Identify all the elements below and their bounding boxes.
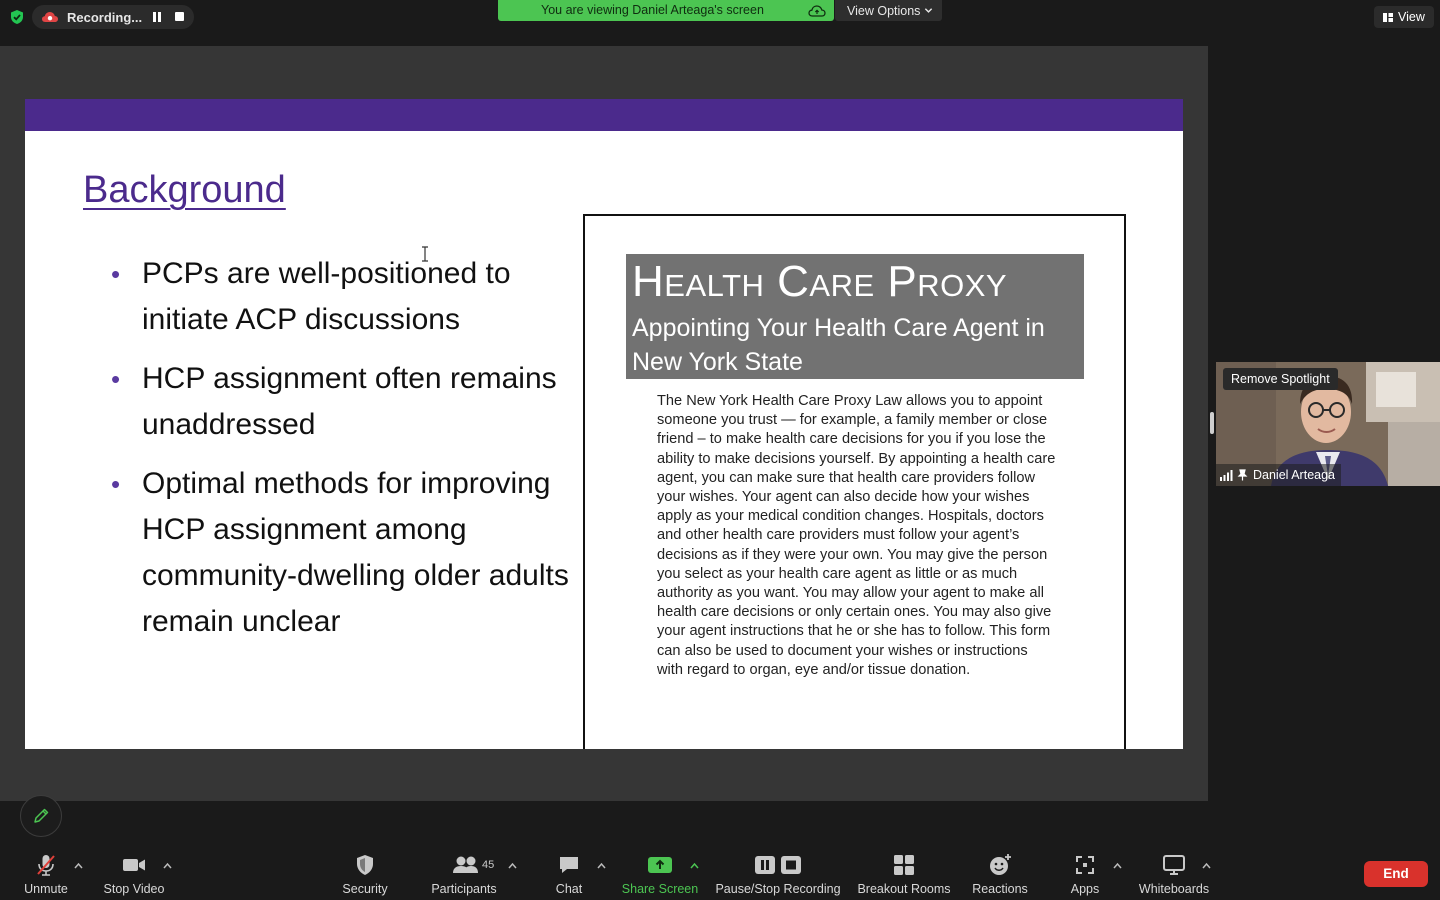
slide-title: Background: [83, 169, 286, 211]
chevron-down-icon: [924, 6, 933, 15]
pause-recording-icon[interactable]: [152, 12, 162, 22]
pause-stop-recording-label: Pause/Stop Recording: [715, 882, 841, 896]
bullet-item: • HCP assignment often remains unaddressed: [111, 356, 571, 448]
participants-options-caret-icon[interactable]: [508, 862, 517, 869]
end-meeting-button[interactable]: End: [1364, 861, 1428, 887]
apps-icon: [1073, 853, 1097, 877]
view-options-label: View Options: [847, 4, 921, 18]
share-screen-icon: [647, 853, 673, 877]
viewing-banner-text: You are viewing Daniel Arteaga's screen: [541, 3, 764, 17]
cloud-recording-icon: [41, 11, 59, 23]
document-title: Health Care Proxy: [632, 257, 1008, 306]
bullet-item: • PCPs are well-positioned to initiate ACP discussions: [111, 251, 571, 343]
participant-name-bar: [1216, 464, 1341, 486]
recording-indicator[interactable]: [32, 5, 194, 29]
cloud-upload-icon: [808, 4, 826, 17]
view-options-button[interactable]: [835, 0, 942, 21]
document-subtitle: Appointing Your Health Care Agent in New York State: [632, 314, 1045, 376]
breakout-rooms-label: Breakout Rooms: [857, 882, 951, 896]
participants-count: 45: [482, 859, 495, 871]
video-options-caret-icon[interactable]: [163, 862, 172, 869]
reactions-smiley-icon: [988, 853, 1012, 877]
unmute-button[interactable]: [16, 853, 76, 897]
whiteboards-label: Whiteboards: [1138, 882, 1210, 896]
share-options-caret-icon[interactable]: [690, 862, 699, 869]
security-label: Security: [342, 882, 388, 896]
participants-label: Participants: [431, 882, 497, 896]
breakout-rooms-icon: [892, 853, 916, 877]
whiteboards-button[interactable]: [1136, 853, 1212, 897]
view-button[interactable]: [1374, 6, 1434, 28]
apps-options-caret-icon[interactable]: [1113, 862, 1122, 869]
participant-name: Daniel Arteaga: [1253, 468, 1336, 482]
stop-recording-icon[interactable]: [175, 12, 184, 21]
chat-options-caret-icon[interactable]: [597, 862, 606, 869]
security-button[interactable]: [335, 853, 395, 897]
chat-bubble-icon: [557, 853, 581, 877]
spotlight-pin-icon: [1236, 469, 1248, 481]
participant-video-tile[interactable]: [1216, 362, 1440, 486]
recording-label: Recording...: [67, 9, 143, 25]
connection-signal-icon: [1219, 469, 1233, 481]
pencil-icon: [32, 807, 50, 825]
share-screen-button[interactable]: [620, 853, 700, 897]
breakout-rooms-button[interactable]: [856, 853, 952, 897]
muted-microphone-icon: [34, 853, 58, 877]
whiteboards-options-caret-icon[interactable]: [1202, 862, 1211, 869]
shield-check-icon[interactable]: [9, 9, 25, 25]
view-label: View: [1398, 10, 1425, 24]
pause-stop-recording-icon: [752, 853, 804, 877]
view-layout-icon: [1382, 11, 1394, 23]
video-camera-icon: [121, 853, 147, 877]
audio-options-caret-icon[interactable]: [74, 862, 83, 869]
apps-label: Apps: [1070, 882, 1100, 896]
health-care-proxy-document: [583, 214, 1126, 749]
chat-label: Chat: [555, 882, 583, 896]
slide-bullet-list: [111, 251, 571, 658]
text-cursor-icon: [421, 246, 429, 262]
remove-spotlight-button[interactable]: Remove Spotlight: [1223, 368, 1338, 390]
reactions-label: Reactions: [972, 882, 1028, 896]
pause-stop-recording-button[interactable]: [714, 853, 842, 897]
top-bar: [0, 0, 1440, 46]
annotate-button[interactable]: [20, 795, 62, 837]
viewing-banner: [498, 0, 834, 21]
reactions-button[interactable]: [968, 853, 1032, 897]
security-shield-icon: [353, 853, 377, 877]
share-screen-label: Share Screen: [621, 882, 699, 896]
presentation-slide: [25, 99, 1183, 749]
slide-header-band: [25, 99, 1183, 131]
stop-video-button[interactable]: [98, 853, 170, 897]
panel-resize-handle[interactable]: [1210, 412, 1214, 434]
whiteboard-icon: [1162, 853, 1186, 877]
participants-button[interactable]: [428, 853, 500, 897]
document-header: [626, 254, 1084, 379]
participants-icon: [450, 853, 500, 877]
chat-button[interactable]: [546, 853, 592, 897]
unmute-label: Unmute: [24, 882, 68, 896]
stop-video-label: Stop Video: [103, 882, 165, 896]
meeting-toolbar: [0, 847, 1440, 900]
bullet-item: • Optimal methods for improving HCP assignment among community-dwelling older adults remain unclear: [111, 461, 571, 645]
document-body-text: The New York Health Care Proxy Law allows you to appoint someone you trust — for example, a family member or close friend – to make health care decisions for you if you lose the ability to make decisions yourself. By appointing a health care agent, you can make sure that health care providers follow your wishes. Your agent can also decide how your wishes apply as your medical condition changes. Hospitals, doctors and other health care providers must follow your agent’s decisions as if they were your own. You may give the person you select as your health care agent as little or as much authority as you want. You may allow your agent to make all health care decisions or only certain ones. You may also give your agent instructions that he or she has to follow. This form can also be used to document your wishes or instructions with regard to organ, eye and/or tissue donation.: [657, 393, 1056, 678]
apps-button[interactable]: [1062, 853, 1108, 897]
